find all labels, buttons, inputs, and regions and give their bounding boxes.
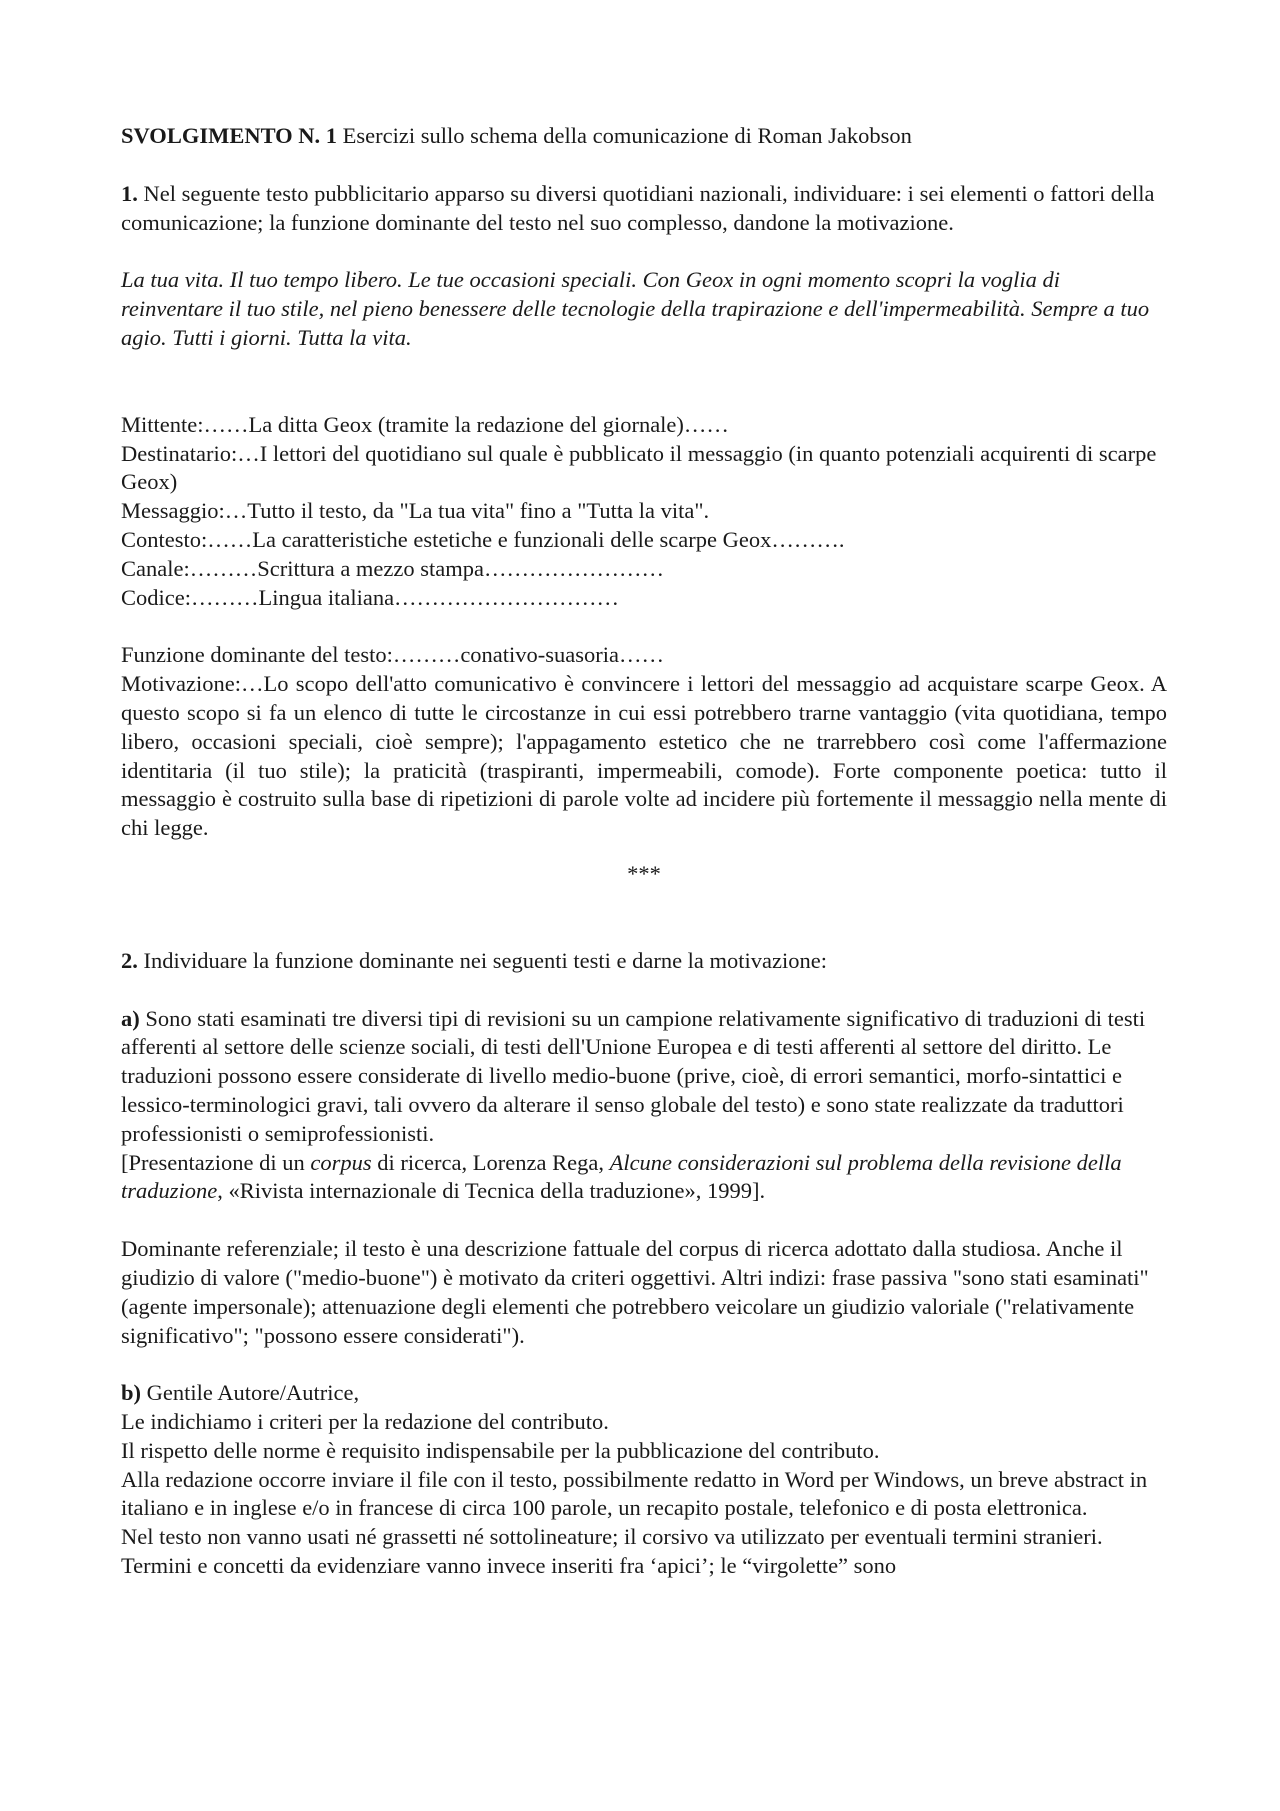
section-separator: *** [627, 860, 661, 886]
exercise-1-prompt-text: Nel seguente testo pubblicitario apparso su diversi quotidiani nazionali, individuare: i sei elementi o fattori della comunicazione; la funzione dominante del testo nel suo complesso, dandone la motivazione. [121, 180, 1155, 235]
dominant-function: Funzione dominante del testo:………conativo-suasoria…… [121, 642, 665, 668]
text-b-line-2: Il rispetto delle norme è requisito indispensabile per la pubblicazione del contributo. [121, 1437, 880, 1463]
text-b-line-3: Alla redazione occorre inviare il file con il testo, possibilmente redatto in Word per Windows, un breve abstract in italiano e in inglese e/o in francese di circa 100 parole, un recapito postale, telefonico e di posta elettronica. [121, 1466, 1148, 1521]
factor-canale: Canale:………Scrittura a mezzo stampa…………………… [121, 555, 664, 581]
exercise-2-prompt-text: Individuare la funzione dominante nei seguenti testi e darne la motivazione: [137, 947, 828, 973]
factor-messaggio: Messaggio:…Tutto il testo, da "La tua vita" fino a "Tutta la vita". [121, 498, 710, 524]
text-a-label: a) [121, 1005, 140, 1031]
text-a-source-corpus: corpus [310, 1149, 372, 1175]
text-a-source-title: Alcune considerazioni sul problema della revisione della traduzione [121, 1149, 1122, 1204]
title-bold: SVOLGIMENTO N. 1 [121, 123, 338, 148]
exercise-2-number: 2. [121, 947, 138, 973]
text-b-salutation [121, 1379, 1167, 1408]
text-b-line-0: Gentile Autore/Autrice, [141, 1380, 360, 1406]
exercise-1-prompt [121, 180, 1167, 238]
text-b-line-1: Le indichiamo i criteri per la redazione del contributo. [121, 1409, 609, 1435]
document-title [121, 122, 1167, 151]
factor-destinatario: Destinatario:…I lettori del quotidiano sul quale è pubblicato il messaggio (in quanto potenziali acquirenti di scarpe Geox) [121, 440, 1157, 495]
text-a-paragraph [121, 1005, 1167, 1207]
ad-text [121, 266, 1167, 352]
text-a-answer: Dominante referenziale; il testo è una descrizione fattuale del corpus di ricerca adottato dalla studiosa. Anche il giudizio di valore ("medio-buone") è motivato da criteri oggettivi. Altri indizi: frase passiva "sono stati esaminati" (agente impersonale); attenuazione degli elementi che potrebbero veicolare un giudizio valoriale ("relativamente significativo"; "possono essere considerati"). [121, 1236, 1149, 1348]
factor-mittente: Mittente:……La ditta Geox (tramite la redazione del giornale)…… [121, 411, 729, 437]
title-rest: Esercizi sullo schema della comunicazione di Roman Jakobson [337, 123, 912, 148]
factor-contesto: Contesto:……La caratteristiche estetiche e funzionali delle scarpe Geox………. [121, 526, 845, 552]
exercise-2-prompt [121, 947, 1167, 976]
text-a-source-2: di ricerca, Lorenza Rega, [371, 1149, 610, 1175]
text-b-label: b) [121, 1380, 142, 1406]
ad-text-italic: La tua vita. Il tuo tempo libero. Le tue occasioni speciali. Con Geox in ogni momento scopri la voglia di reinventare il tuo stile, nel pieno benessere delle tecnologie della trapirazione e dell'impermeabilità. Sempre a tuo agio. Tutti i giorni. Tutta la vita. [121, 267, 1150, 350]
motivation-paragraph: Motivazione:…Lo scopo dell'atto comunicativo è convincere i lettori del messaggio ad acquistare scarpe Geox. A questo scopo si fa un elenco di tutte le circostanze in cui essi potrebbero trarne vantaggio (vita quotidiana, tempo libero, occasioni speciali, cioè sempre); l'appagamento estetico che ne trarrebbero così come l'affermazione identitaria (il tuo stile); la praticità (traspiranti, impermeabili, comode). Forte componente poetica: tutto il messaggio è costruito sulla base di ripetizioni di parole volte ad incidere più fortemente il messaggio nella mente di chi legge. [121, 671, 1167, 841]
text-a-body: Sono stati esaminati tre diversi tipi di revisioni su un campione relativamente significativo di traduzioni di testi afferenti al settore delle scienze sociali, di testi dell'Unione Europea e di testi afferenti al settore del diritto. Le traduzioni possono essere considerate di livello medio-buone (prive, cioè, di errori semantici, morfo-sintattici e lessico-terminologici gravi, tali ovvero da alterare il senso globale del testo) e sono state realizzate da traduttori professionisti o semiprofessionisti. [121, 1005, 1146, 1146]
exercise-1-number: 1. [121, 180, 138, 206]
factor-codice: Codice:………Lingua italiana………………………… [121, 584, 620, 610]
text-a-source-3: , «Rivista internazionale di Tecnica della traduzione», 1999]. [217, 1178, 766, 1204]
document-body [121, 122, 1167, 1581]
text-b-line-4: Nel testo non vanno usati né grassetti né sottolineature; il corsivo va utilizzato per eventuali termini stranieri. Termini e concetti da evidenziare vanno invece inseriti fra ‘apici’; le “virgolette” sono [121, 1524, 1103, 1579]
text-a-source-1: [Presentazione di un [121, 1149, 311, 1175]
